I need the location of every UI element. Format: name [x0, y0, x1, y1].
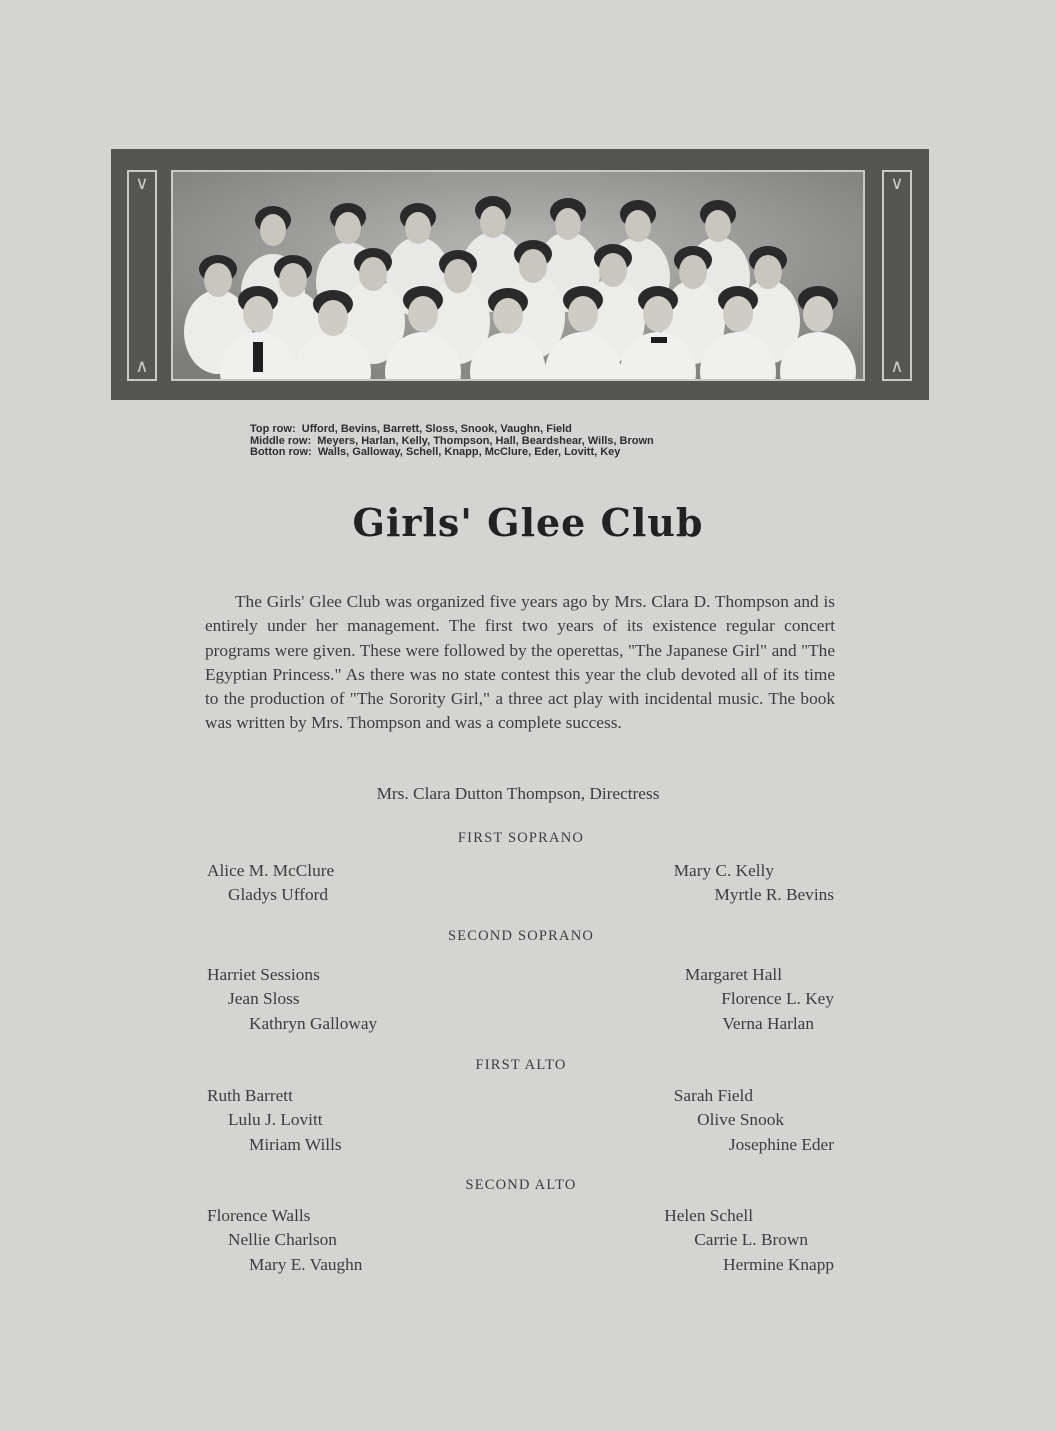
second-alto-left-names [207, 1204, 362, 1277]
description-text: The Girls' Glee Club was organized five years ago by Mrs. Clara D. Thompson and is entirely under her management. The first two years of its existence regular concert programs were given. These were followed by the operettas, "The Japanese Girl" and "The Egyptian Princess." As there was no state contest this year the club devoted all of its time to the production of "The Sorority Girl," a three act play with incidental music. The book was written by Mrs. Thompson and was a complete success. [205, 592, 835, 733]
caption-names: Ufford, Bevins, Barrett, Sloss, Snook, Vaughn, Field [301, 423, 572, 435]
second-soprano-left-names [207, 963, 377, 1036]
chevron-down-ornament-icon: ∨ [135, 173, 149, 194]
caption-row-bottom [250, 447, 850, 459]
director-line: Mrs. Clara Dutton Thompson, Directress [376, 784, 660, 803]
member-name: Kathryn Galloway [249, 1013, 378, 1033]
caption-names: Meyers, Harlan, Kelly, Thompson, Hall, Beardshear, Wills, Brown [317, 434, 654, 447]
group-photo [171, 170, 865, 381]
first-soprano-right-names [674, 859, 834, 908]
member-name: Hermine Knapp [723, 1254, 834, 1274]
member-name: Mary C. Kelly [673, 861, 774, 880]
chevron-up-ornament-icon: ∧ [890, 356, 904, 377]
caption-label: Botton row: [250, 446, 312, 458]
member-name: Sarah Field [673, 1086, 753, 1105]
second-soprano-right-names [685, 963, 834, 1036]
section-heading-second-soprano: SECOND SOPRANO [447, 928, 595, 944]
left-ornament-panel [127, 170, 157, 381]
section-heading-first-alto: FIRST ALTO [475, 1057, 567, 1073]
member-name: Florence L. Key [721, 989, 834, 1009]
group-photo-frame [111, 149, 929, 400]
member-name: Helen Schell [664, 1206, 753, 1225]
photo-caption [250, 424, 850, 459]
right-ornament-panel [882, 170, 912, 381]
member-name: Mary E. Vaughn [249, 1254, 363, 1274]
member-name: Miriam Wills [249, 1134, 342, 1154]
caption-label: Top row: [250, 423, 296, 435]
member-name: Josephine Eder [728, 1134, 834, 1154]
section-heading-second-alto: SECOND ALTO [465, 1177, 577, 1193]
member-name: Lulu J. Lovitt [228, 1110, 323, 1130]
caption-label: Middle row: [250, 434, 312, 447]
chevron-down-ornament-icon: ∨ [890, 173, 904, 194]
member-name: Alice M. McClure [207, 861, 335, 880]
member-name: Ruth Barrett [207, 1086, 293, 1105]
member-name: Carrie L. Brown [694, 1230, 808, 1250]
member-name: Verna Harlan [722, 1013, 814, 1033]
first-soprano-left-names [207, 859, 334, 908]
first-alto-left-names [207, 1084, 342, 1157]
member-name: Harriet Sessions [207, 965, 320, 984]
second-alto-right-names [664, 1204, 834, 1277]
group-photo-illustration [173, 172, 863, 379]
member-name: Gladys Ufford [228, 885, 328, 905]
member-name: Myrtle R. Bevins [714, 885, 834, 905]
page-title: Girls' Glee Club [352, 500, 704, 545]
chevron-up-ornament-icon: ∧ [135, 356, 149, 377]
first-alto-right-names [674, 1084, 834, 1157]
member-name: Nellie Charlson [228, 1230, 337, 1250]
member-name: Florence Walls [207, 1206, 311, 1225]
caption-names: Walls, Galloway, Schell, Knapp, McClure, Eder, Lovitt, Key [317, 446, 621, 458]
description-paragraph [205, 590, 835, 736]
member-name: Olive Snook [697, 1110, 784, 1130]
member-name: Margaret Hall [684, 965, 782, 984]
member-name: Jean Sloss [228, 989, 300, 1009]
section-heading-first-soprano: FIRST SOPRANO [457, 830, 585, 846]
